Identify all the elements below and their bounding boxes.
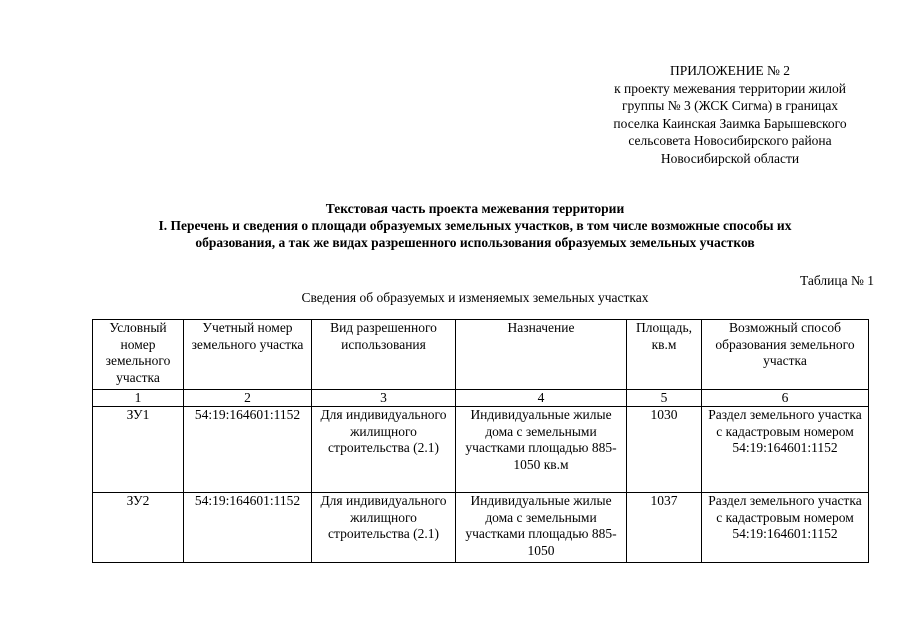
column-number-cell: 5 [627,390,702,407]
column-number-cell: 1 [93,390,184,407]
table-row [93,493,869,563]
column-number-cell: 3 [312,390,456,407]
area-cell: 1030 [627,407,702,493]
plot-id-cell: ЗУ1 [93,407,184,493]
column-number-cell: 6 [702,390,869,407]
table-caption: Сведения об образуемых и изменяемых земельных участках [301,290,649,305]
header-cell: Условный номер земельного участка [93,320,184,390]
header-cell: Вид разрешенного использования [312,320,456,390]
heading-subtitle-line2: образования, а так же видах разрешенного использования образуемых земельных участков [195,235,755,250]
table-number: Таблица № 1 [800,273,874,288]
heading-title: Текстовая часть проекта межевания территории [325,201,625,216]
appendix-line: к проекту межевания территории жилой [614,80,846,96]
column-number-row [93,390,869,407]
appendix-line: группы № 3 (ЖСК Сигма) в границах [621,98,839,113]
purpose-cell: Индивидуальные жилые дома с земельными участками площадью 885-1050 кв.м [456,407,627,493]
formation-method-cell: Раздел земельного участка с кадастровым номером 54:19:164601:1152 [702,407,869,493]
land-plots-table [92,319,869,563]
appendix-line: поселка Каинская Заимка Барышевского [613,115,847,131]
column-number-cell: 2 [184,390,312,407]
table-row [93,407,869,493]
header-cell: Площадь, кв.м [627,320,702,390]
permitted-use-cell: Для индивидуального жилищного строительства (2.1) [312,407,456,493]
cadastral-number-cell: 54:19:164601:1152 [184,407,312,493]
appendix-line: ПРИЛОЖЕНИЕ № 2 [669,63,791,78]
table-header-row [93,320,869,390]
area-cell: 1037 [627,493,702,563]
permitted-use-cell: Для индивидуального жилищного строительства (2.1) [312,493,456,563]
plot-id-cell: ЗУ2 [93,493,184,563]
header-cell: Назначение [456,320,627,390]
purpose-cell: Индивидуальные жилые дома с земельными участками площадью 885-1050 [456,493,627,563]
header-cell: Возможный способ образования земельного участка [702,320,869,390]
column-number-cell: 4 [456,390,627,407]
appendix-block [588,62,872,167]
formation-method-cell: Раздел земельного участка с кадастровым номером 54:19:164601:1152 [702,493,869,563]
cadastral-number-cell: 54:19:164601:1152 [184,493,312,563]
heading-subtitle-line1: I. Перечень и сведения о площади образуемых земельных участков, в том числе возможные способы их [158,218,792,233]
appendix-line: сельсовета Новосибирского района [628,133,832,148]
section-heading [90,200,860,251]
header-cell: Учетный номер земельного участка [184,320,312,390]
appendix-line: Новосибирской области [660,150,800,166]
